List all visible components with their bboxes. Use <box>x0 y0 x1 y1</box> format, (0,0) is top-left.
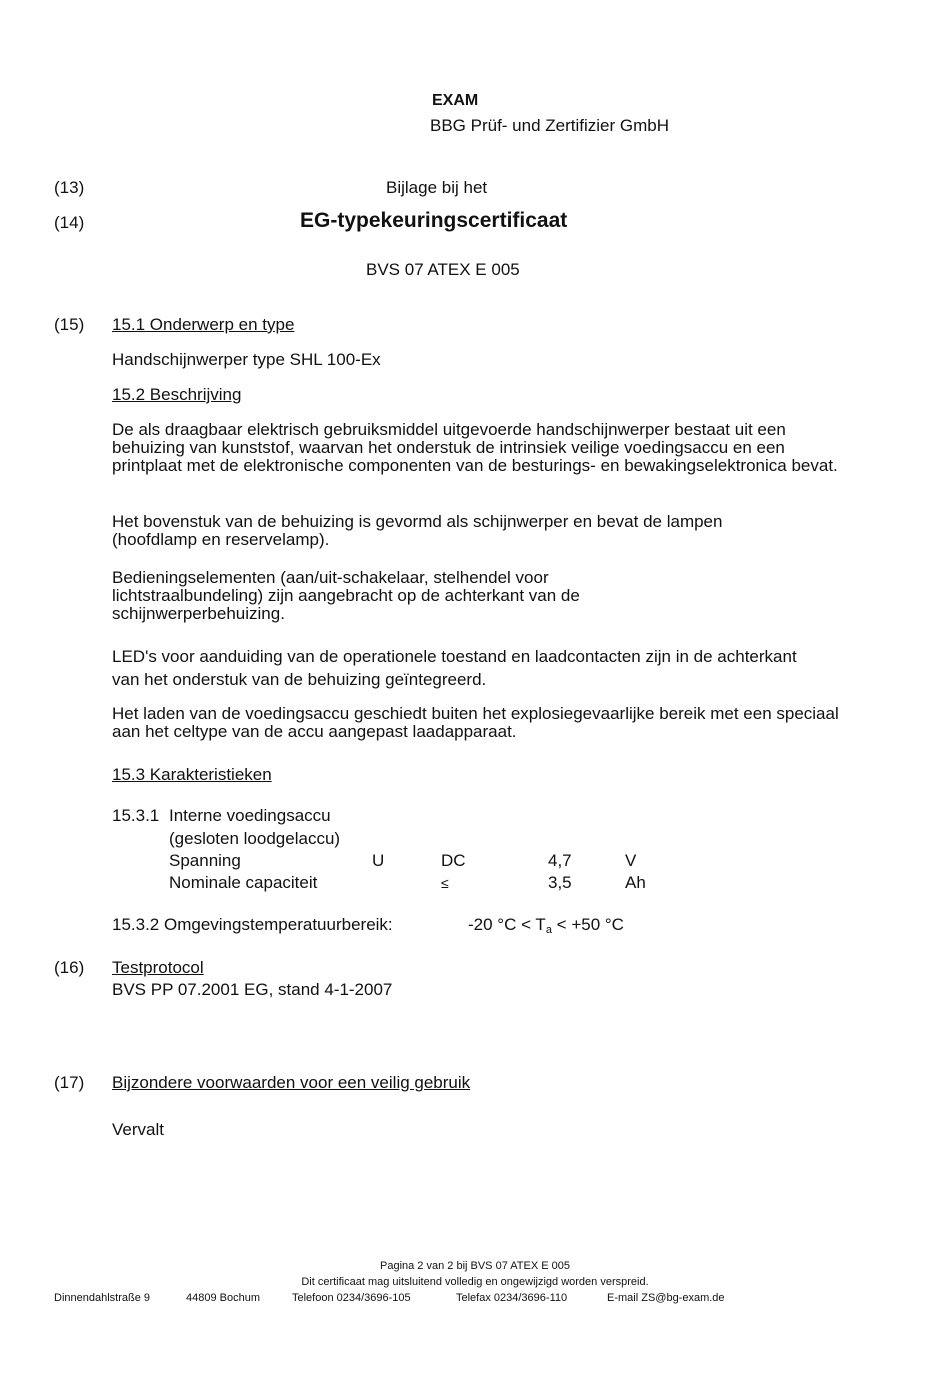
item-15-3-1-subtitle: (gesloten loodgelaccu) <box>169 829 341 848</box>
spec-row-voltage-value: 4,7 <box>548 851 572 870</box>
spec-row-voltage-unit: V <box>625 851 637 870</box>
company-short: EXAM <box>432 92 479 109</box>
section-13-number: (13) <box>54 178 85 197</box>
spec-row-voltage-label: Spanning <box>169 851 241 870</box>
description-paragraph-2: Het bovenstuk van de behuizing is gevormd als schijnwerper en bevat de lampen (hoofdlamp en reservelamp). <box>112 512 723 549</box>
footer-fax: Telefax 0234/3696-110 <box>456 1292 568 1304</box>
description-paragraph-3: Bedieningselementen (aan/uit-schakelaar, stelhendel voor lichtstraalbundeling) zijn aangebracht op de achterkant van de schijnwerperbehuizing. <box>112 568 580 623</box>
special-conditions-text: Vervalt <box>112 1120 164 1139</box>
description-paragraph-5: Het laden van de voedingsaccu geschiedt buiten het explosiegevaarlijke bereik met een speciaal aan het celtype van de accu aangepast laadapparaat. <box>112 704 839 741</box>
certificate-title: EG-typekeuringscertificaat <box>300 209 568 232</box>
section-16-number: (16) <box>54 958 85 977</box>
product-type: Handschijnwerper type SHL 100-Ex <box>112 350 381 369</box>
footer-email: E-mail ZS@bg-exam.de <box>607 1292 725 1304</box>
section-17-number: (17) <box>54 1073 85 1092</box>
company-full: BBG Prüf- und Zertifizier GmbH <box>430 116 670 135</box>
description-paragraph-1: De als draagbaar elektrisch gebruiksmiddel uitgevoerde handschijnwerper bestaat uit een behuizing van kunststof, waarvan het onderstuk de intrinsiek veilige voedingsaccu en een printplaat met de elektronische componenten van de besturings- en bewakingselektronica bevat. <box>112 420 838 475</box>
section-15-number: (15) <box>54 315 85 334</box>
spec-row-capacity-value: 3,5 <box>548 873 572 892</box>
footer-address: Dinnendahlstraße 9 <box>54 1292 151 1304</box>
item-15-3-2-label: 15.3.2 Omgevingstemperatuurbereik: <box>112 915 393 934</box>
annex-label: Bijlage bij het <box>386 178 488 197</box>
test-protocol-heading: Testprotocol <box>112 958 204 977</box>
item-15-3-1-title: Interne voedingsaccu <box>169 806 331 825</box>
footer-notice: Dit certificaat mag uitsluitend volledig en ongewijzigd worden verspreid. <box>301 1276 649 1288</box>
temperature-range-start: -20 °C < T <box>468 915 546 934</box>
temperature-range-end: < +50 °C <box>551 915 624 934</box>
special-conditions-heading: Bijzondere voorwaarden voor een veilig gebruik <box>112 1073 471 1092</box>
temperature-range <box>468 915 624 936</box>
footer-city: 44809 Bochum <box>186 1292 260 1304</box>
spec-row-voltage-op: DC <box>441 851 466 870</box>
spec-row-voltage-symbol: U <box>372 851 385 870</box>
spec-row-capacity-unit: Ah <box>625 873 646 892</box>
heading-15-3: 15.3 Karakteristieken <box>112 765 272 784</box>
spec-row-capacity-op: ≤ <box>441 875 449 891</box>
heading-15-2: 15.2 Beschrijving <box>112 385 242 404</box>
section-14-number: (14) <box>54 213 85 232</box>
temperature-subscript: a <box>545 924 552 936</box>
footer-page-number: Pagina 2 van 2 bij BVS 07 ATEX E 005 <box>380 1260 570 1272</box>
footer-phone: Telefoon 0234/3696-105 <box>292 1292 411 1304</box>
certificate-number: BVS 07 ATEX E 005 <box>366 260 520 279</box>
item-15-3-1-number: 15.3.1 <box>112 806 160 825</box>
heading-15-1: 15.1 Onderwerp en type <box>112 315 295 334</box>
test-protocol-reference: BVS PP 07.2001 EG, stand 4-1-2007 <box>112 980 393 999</box>
description-paragraph-4: LED's voor aanduiding van de operationele toestand en laadcontacten zijn in de achterkant van het onderstuk van de behuizing geïntegreerd. <box>112 647 797 689</box>
spec-row-capacity-label: Nominale capaciteit <box>169 873 318 892</box>
